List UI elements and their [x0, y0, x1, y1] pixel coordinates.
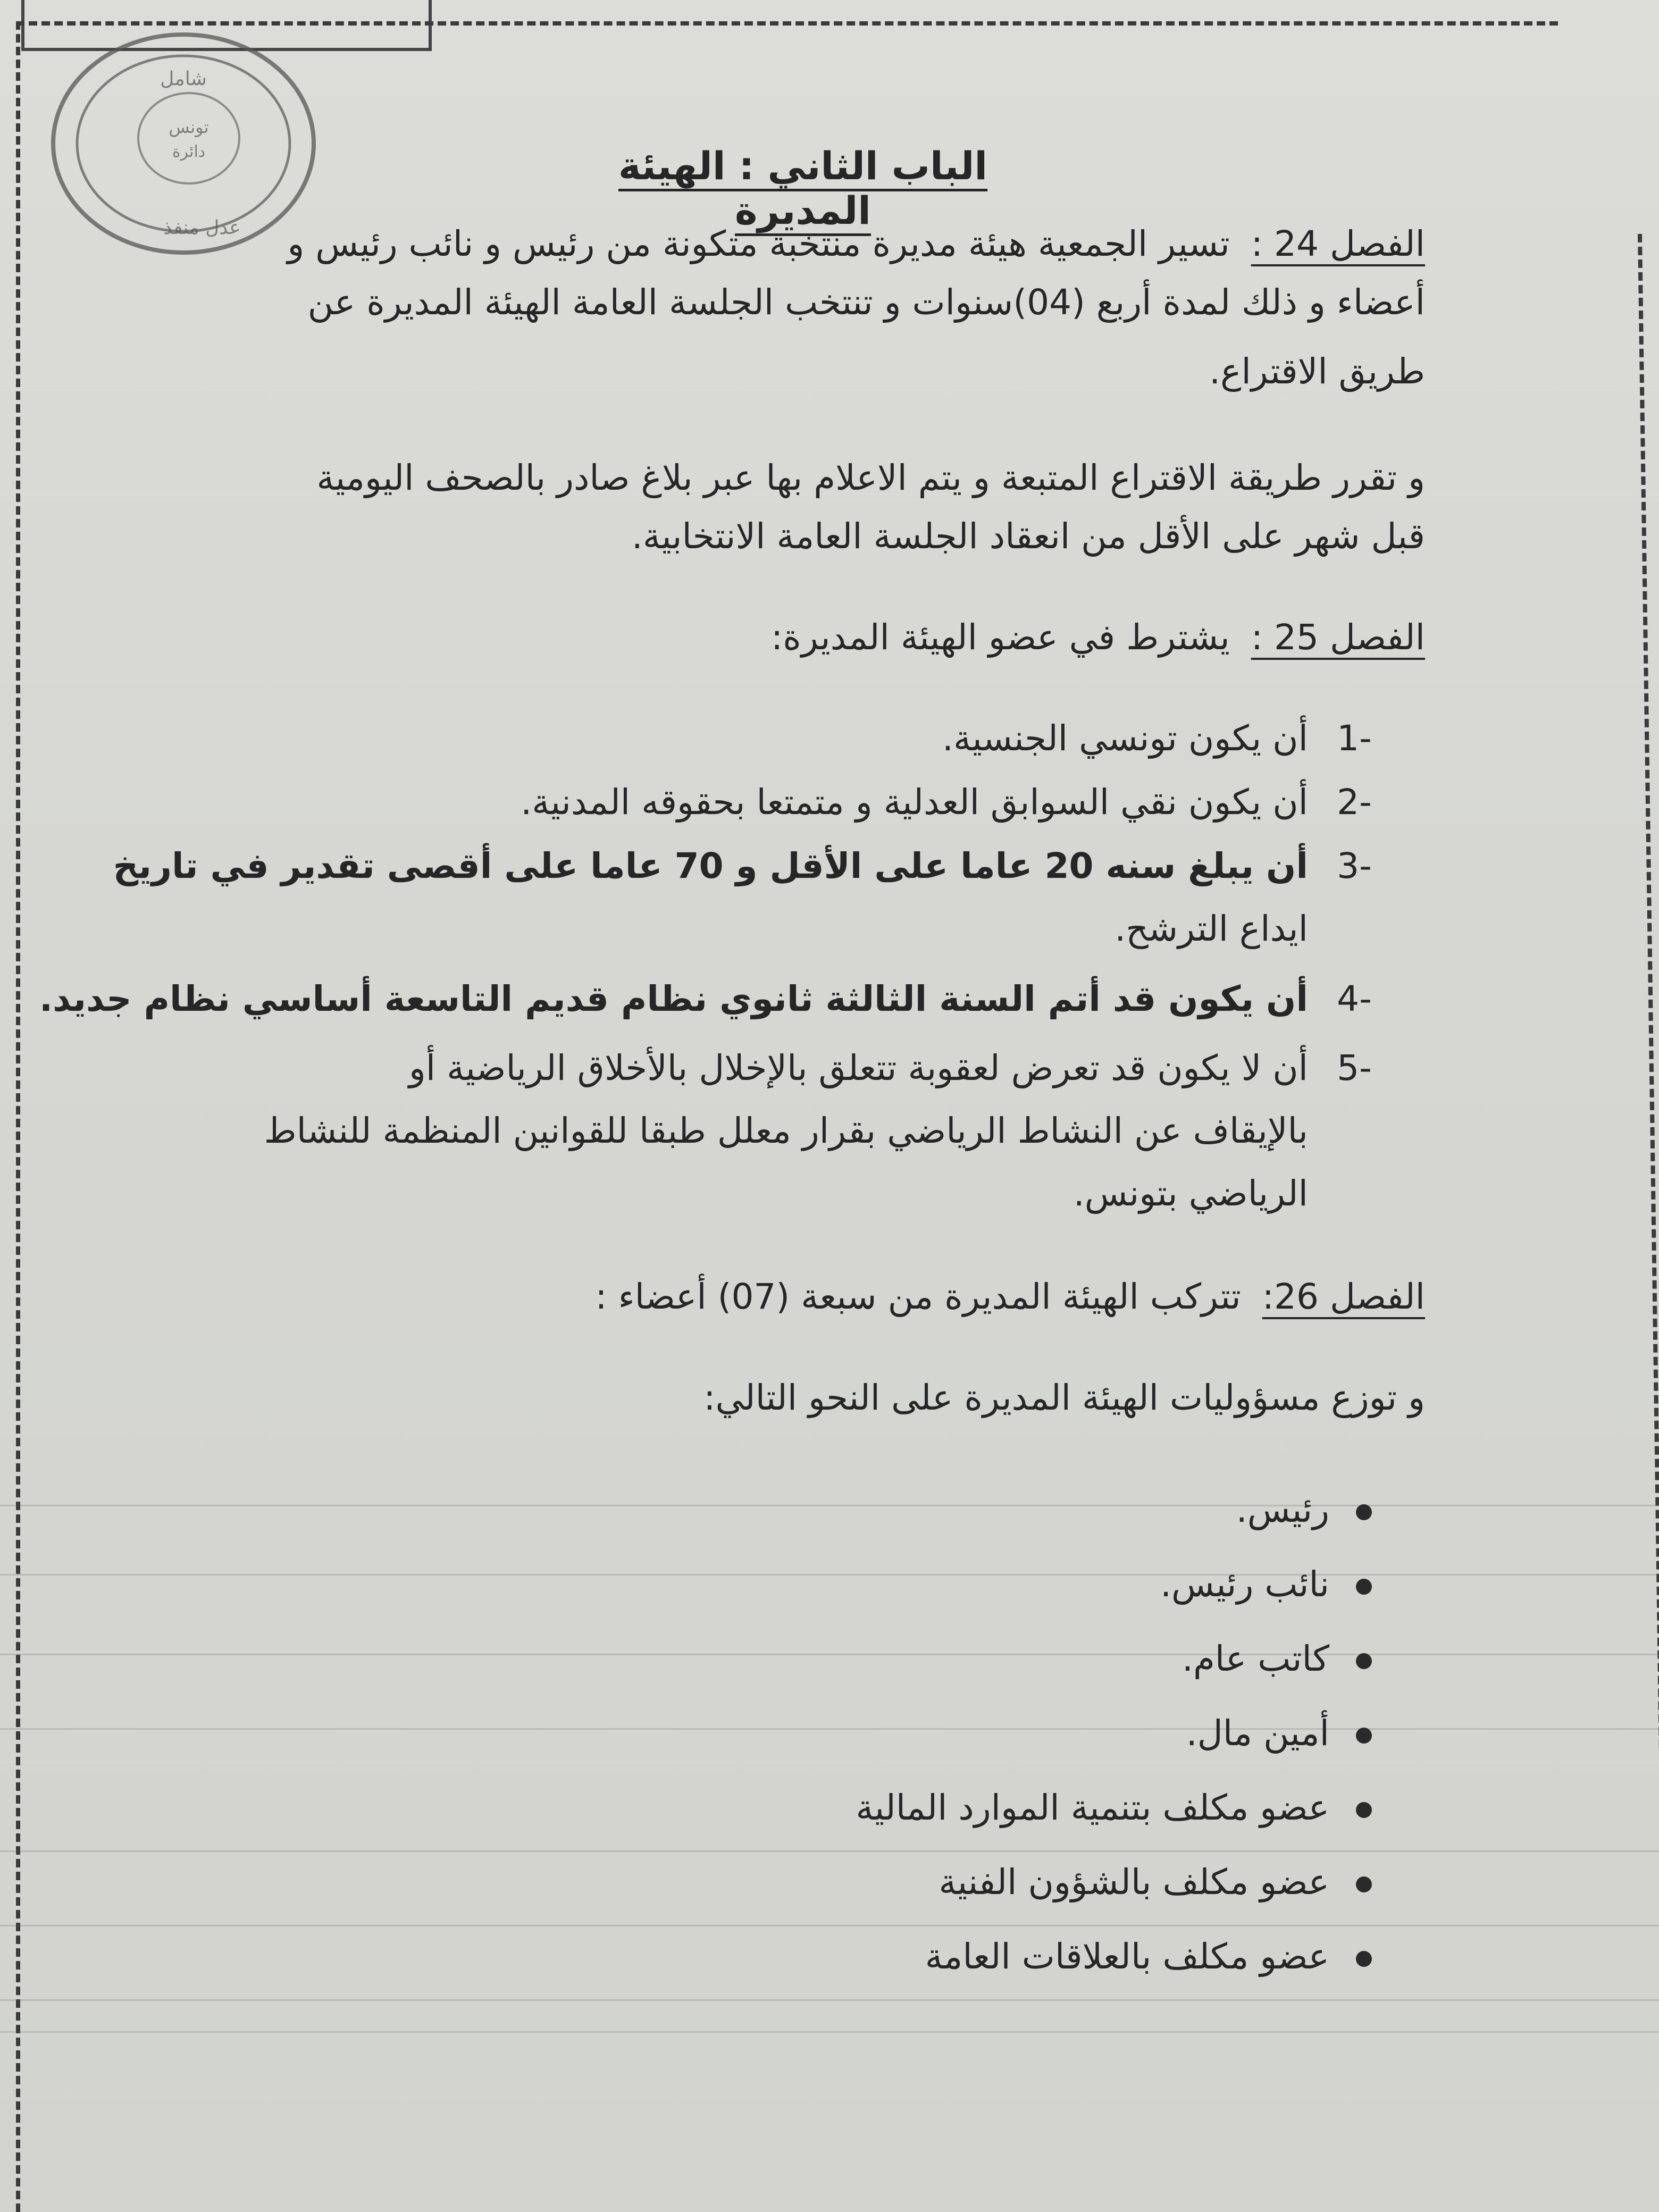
role-item-president: رئيس.	[1236, 1484, 1372, 1537]
stamp-text: تونس	[169, 117, 209, 137]
right-border	[1638, 234, 1659, 2042]
chapter-24-para-2-line-2: قبل شهر على الأقل من انعقاد الجلسة العامة الانتخابية.	[631, 516, 1425, 557]
chapter-26-label: الفصل 26:	[1262, 1276, 1425, 1317]
official-stamp	[43, 21, 324, 266]
ruled-line	[0, 1728, 1659, 1730]
role-item-vice-president: نائب رئيس.	[1160, 1558, 1372, 1611]
condition-item-2: -2 أن يكون نقي السوابق العدلية و متمتعا بحقوقه المدنية.	[521, 782, 1372, 823]
ruled-line	[0, 1574, 1659, 1576]
role-item-technical-member: عضو مكلف بالشؤون الفنية	[939, 1856, 1372, 1909]
role-item-public-relations-member: عضو مكلف بالعلاقات العامة	[925, 1930, 1372, 1983]
bullet-icon	[1356, 1951, 1372, 1967]
chapter-24-para-2-line-1: و تقرر طريقة الاقتراع المتبعة و يتم الاعلام بها عبر بلاغ صادر بالصحف اليومية	[316, 457, 1425, 498]
bullet-icon	[1356, 1653, 1372, 1669]
ruled-line	[0, 1850, 1659, 1852]
chapter-24-line-2: أعضاء و ذلك لمدة أربع (04)سنوات و تنتخب الجلسة العامة الهيئة المديرة عن	[307, 282, 1425, 323]
bullet-icon	[1356, 1579, 1372, 1595]
bullet-icon	[1356, 1802, 1372, 1818]
chapter-25-label: الفصل 25 :	[1251, 617, 1425, 658]
role-item-secretary-general: كاتب عام.	[1182, 1632, 1372, 1686]
ruled-line	[0, 2031, 1659, 2033]
bullet-icon	[1356, 1504, 1372, 1520]
chapter-25-heading: الفصل 25 :يشترط في عضو الهيئة المديرة:	[771, 617, 1425, 658]
bullet-icon	[1356, 1728, 1372, 1744]
stamp-text: دائرة	[172, 143, 206, 161]
condition-item-1: -1 أن يكون تونسي الجنسية.	[942, 718, 1372, 759]
role-item-treasurer: أمين مال.	[1186, 1707, 1372, 1760]
ruled-line	[0, 1654, 1659, 1655]
role-item-finance-member: عضو مكلف بتنمية الموارد المالية	[856, 1781, 1372, 1834]
condition-item-4: -4 أن يكون قد أتم السنة الثالثة ثانوي نظام قديم التاسعة أساسي نظام جديد.	[39, 978, 1372, 1019]
stamp-text: شامل	[160, 68, 207, 90]
left-border	[16, 21, 20, 2212]
chapter-24-line-1: الفصل 24 :تسير الجمعية هيئة مديرة منتخبة متكونة من رئيس و نائب رئيس و	[287, 223, 1425, 264]
chapter-26-distribution: و توزع مسؤوليات الهيئة المديرة على النحو التالي:	[703, 1377, 1425, 1418]
condition-item-5: -5 أن لا يكون قد تعرض لعقوبة تتعلق بالإخلال بالأخلاق الرياضية أو بالإيقاف عن النشاط الرياضي بقرار معلل طبقا للقوانين المنظمة للنشاط الرياضي بتونس.	[264, 1048, 1372, 1214]
ruled-line	[0, 1505, 1659, 1506]
section-title: الباب الثاني : الهيئة المديرة	[618, 144, 988, 233]
chapter-24-label: الفصل 24 :	[1251, 223, 1425, 264]
chapter-24-line-3: طريق الاقتراع.	[1209, 351, 1425, 392]
ruled-line	[0, 1925, 1659, 1926]
condition-item-3: -3 أن يبلغ سنه 20 عاما على الأقل و 70 عاما على أقصى تقدير في تاريخ ايداع الترشح.	[113, 845, 1372, 949]
stamp-text: عدل منفذ	[163, 217, 241, 239]
bullet-icon	[1356, 1876, 1372, 1892]
ruled-line	[0, 1999, 1659, 2001]
chapter-26-heading: الفصل 26:تتركب الهيئة المديرة من سبعة (07) أعضاء :	[595, 1276, 1425, 1317]
